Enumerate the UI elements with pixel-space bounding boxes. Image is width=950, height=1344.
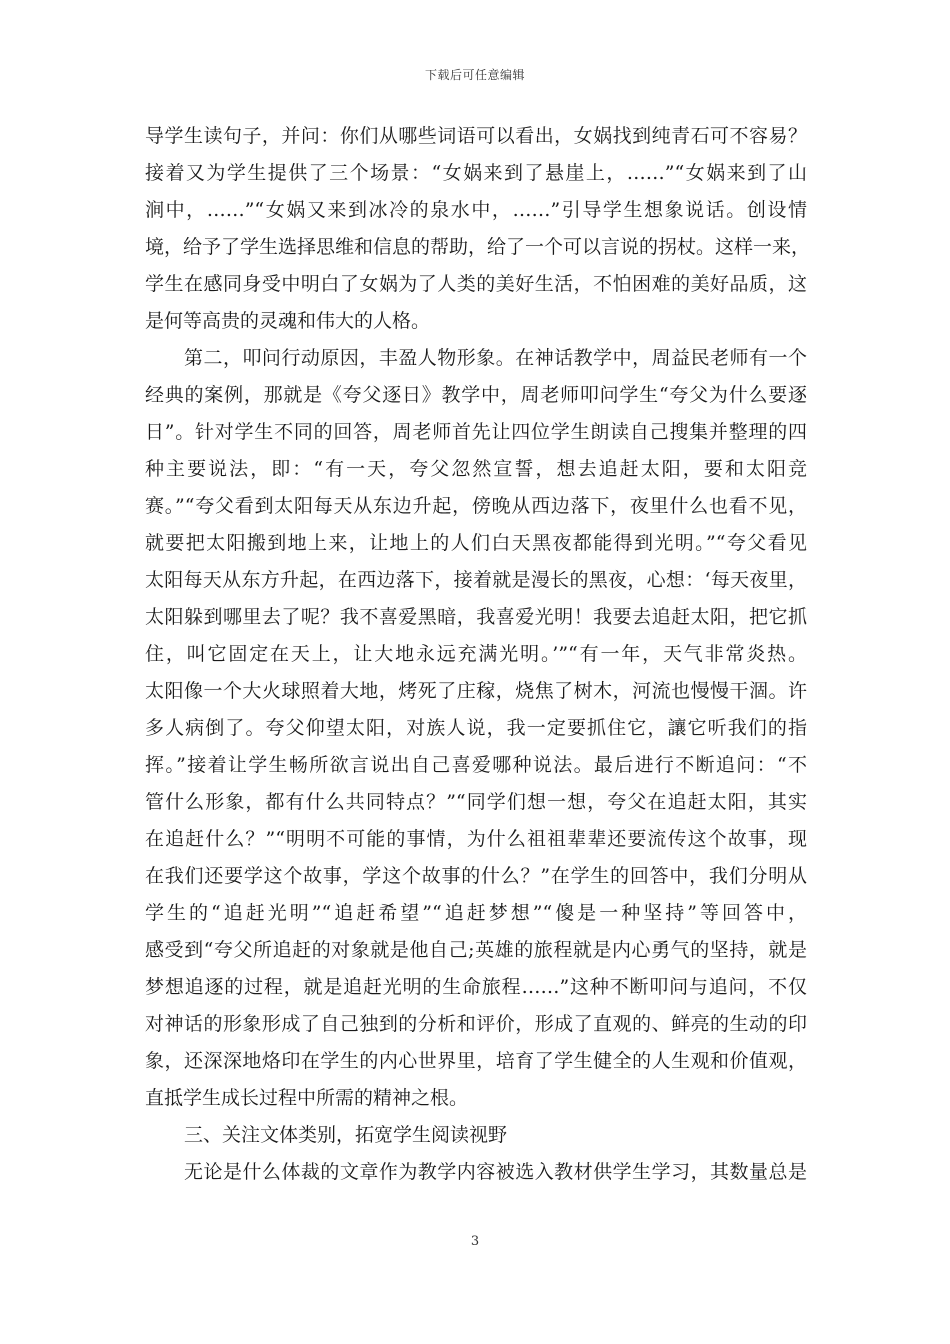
text-line: 太阳躲到哪里去了呢？我不喜爱黑暗，我喜爱光明！我要去追赶太阳，把它抓 xyxy=(145,606,807,628)
text-line: 直抵学生成长过程中所需的精神之根。 xyxy=(145,1087,469,1109)
page-header: 下载后可任意编辑 xyxy=(424,68,525,82)
text-line: 学生在感同身受中明白了女娲为了人类的美好生活，不怕困难的美好品质，这 xyxy=(145,273,807,295)
text-line: 太阳像一个大火球照着大地，烤死了庄稼，烧焦了树木，河流也慢慢干涸。许 xyxy=(145,680,807,702)
text-line: 太阳每天从东方升起，在西边落下，接着就是漫长的黑夜，心想：‘每天夜里， xyxy=(145,569,807,591)
text-line: 是何等高贵的灵魂和伟大的人格。 xyxy=(145,310,431,332)
text-line: 学生的“追赶光明”“追赶希望”“追赶梦想”“傻是一种坚持”等回答中， xyxy=(145,902,807,924)
text-line: 挥。”接着让学生畅所欲言说出自己喜爱哪种说法。最后进行不断追问：“不 xyxy=(145,754,807,776)
text-line: 象，还深深地烙印在学生的内心世界里，培育了学生健全的人生观和价值观， xyxy=(145,1050,807,1072)
text-line: 感受到“夸父所追赶的对象就是他自己;英雄的旅程就是内心勇气的坚持，就是 xyxy=(145,939,807,961)
text-line: 种主要说法，即：“有一天，夸父忽然宣誓，想去追赶太阳，要和太阳竞 xyxy=(145,458,807,480)
text-line: 梦想追逐的过程，就是追赶光明的生命旅程……”这种不断叩问与追问，不仅 xyxy=(145,976,807,998)
page-number: 3 xyxy=(470,1234,480,1249)
text-line: 境，给予了学生选择思维和信息的帮助，给了一个可以言说的拐杖。这样一来， xyxy=(145,236,811,258)
text-line: 对神话的形象形成了自己独到的分析和评价，形成了直观的、鲜亮的生动的印 xyxy=(145,1013,807,1035)
text-line: 导学生读句子，并问：你们从哪些词语可以看出，女娲找到纯青石可不容易？ xyxy=(145,125,807,147)
text-line: 管什么形象，都有什么共同特点？”“同学们想一想，夸父在追赶太阳，其实 xyxy=(145,791,807,813)
text-line: 第二，叩问行动原因，丰盈人物形象。在神话教学中，周益民老师有一个 xyxy=(184,347,807,369)
text-line: 住，叫它固定在天上，让大地永远充满光明。’”“有一年，天气非常炎热。 xyxy=(145,643,807,665)
body-text xyxy=(145,118,811,1191)
text-line: 经典的案例，那就是《夸父逐日》教学中，周老师叩问学生“夸父为什么要逐 xyxy=(145,384,807,406)
text-line: 在追赶什么？”“明明不可能的事情，为什么祖祖辈辈还要流传这个故事，现 xyxy=(145,828,807,850)
text-line: 就要把太阳搬到地上来，让地上的人们白天黑夜都能得到光明。”“夸父看见 xyxy=(145,532,807,554)
section-heading: 三、关注文体类别，拓宽学生阅读视野 xyxy=(184,1124,508,1146)
text-line: 在我们还要学这个故事，学这个故事的什么？”在学生的回答中，我们分明从 xyxy=(145,865,807,887)
text-line: 多人病倒了。夸父仰望太阳，对族人说，我一定要抓住它，讓它听我们的指 xyxy=(145,717,807,739)
text-line: 赛。”“夸父看到太阳每天从东边升起，傍晚从西边落下，夜里什么也看不见， xyxy=(145,495,807,517)
text-line: 涧中，……”“女娲又来到冰冷的泉水中，……”引导学生想象说话。创设情 xyxy=(145,199,807,221)
text-line: 无论是什么体裁的文章作为教学内容被选入教材供学生学习，其数量总是 xyxy=(184,1161,807,1183)
text-line: 接着又为学生提供了三个场景：“女娲来到了悬崖上，……”“女娲来到了山 xyxy=(145,162,807,184)
text-line: 日”。针对学生不同的回答，周老师首先让四位学生朗读自己搜集并整理的四 xyxy=(145,421,807,443)
